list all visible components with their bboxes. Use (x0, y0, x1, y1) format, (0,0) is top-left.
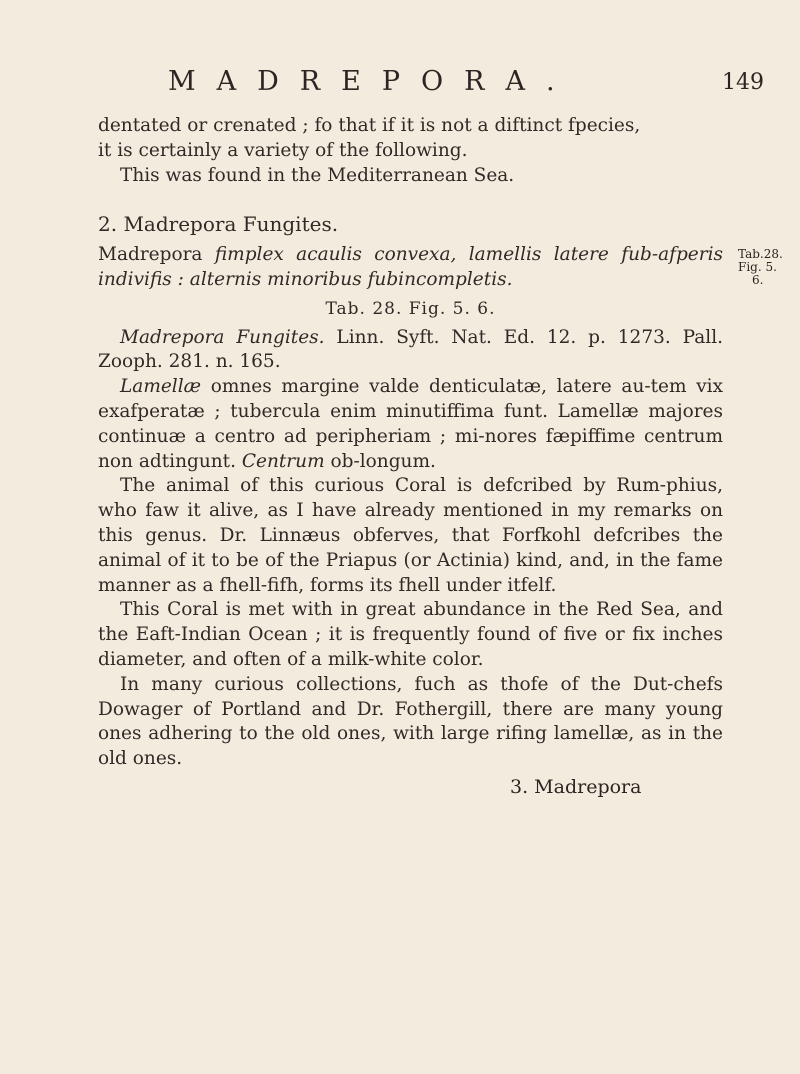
main-text-block (98, 114, 723, 772)
page-number: 149 (722, 70, 764, 95)
species-diagnosis (98, 243, 723, 293)
intro-line-3: This was found in the Mediterranean Sea. (120, 164, 515, 186)
diagnosis-description: fimplex acaulis convexa, lamellis latere fub-afperis indivifis : alternis minoribus fubincompletis. (98, 244, 723, 290)
latin-description (98, 375, 723, 474)
latin-description-text: omnes margine valde denticulatæ, latere au-tem vix exafperatæ ; tubercula enim minutiffima funt. Lamellæ majores continuæ a centro ad peripheriam ; mi-nores fæpiffime centrum non adtingunt. (98, 376, 723, 472)
plate-reference-margin-note (738, 248, 783, 287)
species-heading: 2. Madrepora Fungites. (98, 212, 339, 237)
paragraph-habitat: This Coral is met with in great abundance in the Red Sea, and the Eaft-Indian Ocean ; it is frequently found of five or fix inches diameter, and often of a milk-white color. (98, 599, 723, 670)
running-title: MADREPORA. (168, 66, 576, 97)
paragraph-animal: The animal of this curious Coral is defcribed by Rum-phius, who faw it alive, as I have already mentioned in my remarks on this genus. Dr. Linnæus obferves, that Forfkohl defcribes the animal of it to be of the Priapus (or Actinia) kind, and, in the fame manner as a fhell-fifh, forms its fhell under itfelf. (98, 475, 723, 596)
margin-note-fig: Fig. 5. (738, 260, 777, 274)
latin-term-centrum: Centrum (241, 450, 325, 472)
catchword: 3. Madrepora (510, 776, 642, 798)
plate-reference: Tab. 28. Fig. 5. 6. (325, 298, 496, 319)
paragraph-collections: In many curious collections, fuch as thofe of the Dut-chefs Dowager of Portland and Dr. Fothergill, there are many young ones adhering to the old ones, with large rifing lamellæ, as in the old ones. (98, 673, 723, 770)
intro-line-2: it is certainly a variety of the following. (98, 139, 468, 161)
literature-reference (98, 326, 723, 376)
intro-line-1: dentated or crenated ; fo that if it is not a diftinct fpecies, (98, 115, 641, 136)
latin-term-lamellae: Lamellæ (120, 376, 202, 398)
latin-description-tail: ob-longum. (324, 450, 436, 472)
margin-note-tab: Tab.28. (738, 247, 783, 261)
reference-name: Madrepora Fungites. (120, 326, 325, 348)
diagnosis-genus: Madrepora (98, 244, 215, 266)
reference-citation: Linn. Syft. Nat. Ed. 12. p. 1273. Pall. Zooph. 281. n. 165. (98, 326, 723, 373)
margin-note-fig-number: 6. (752, 273, 764, 287)
